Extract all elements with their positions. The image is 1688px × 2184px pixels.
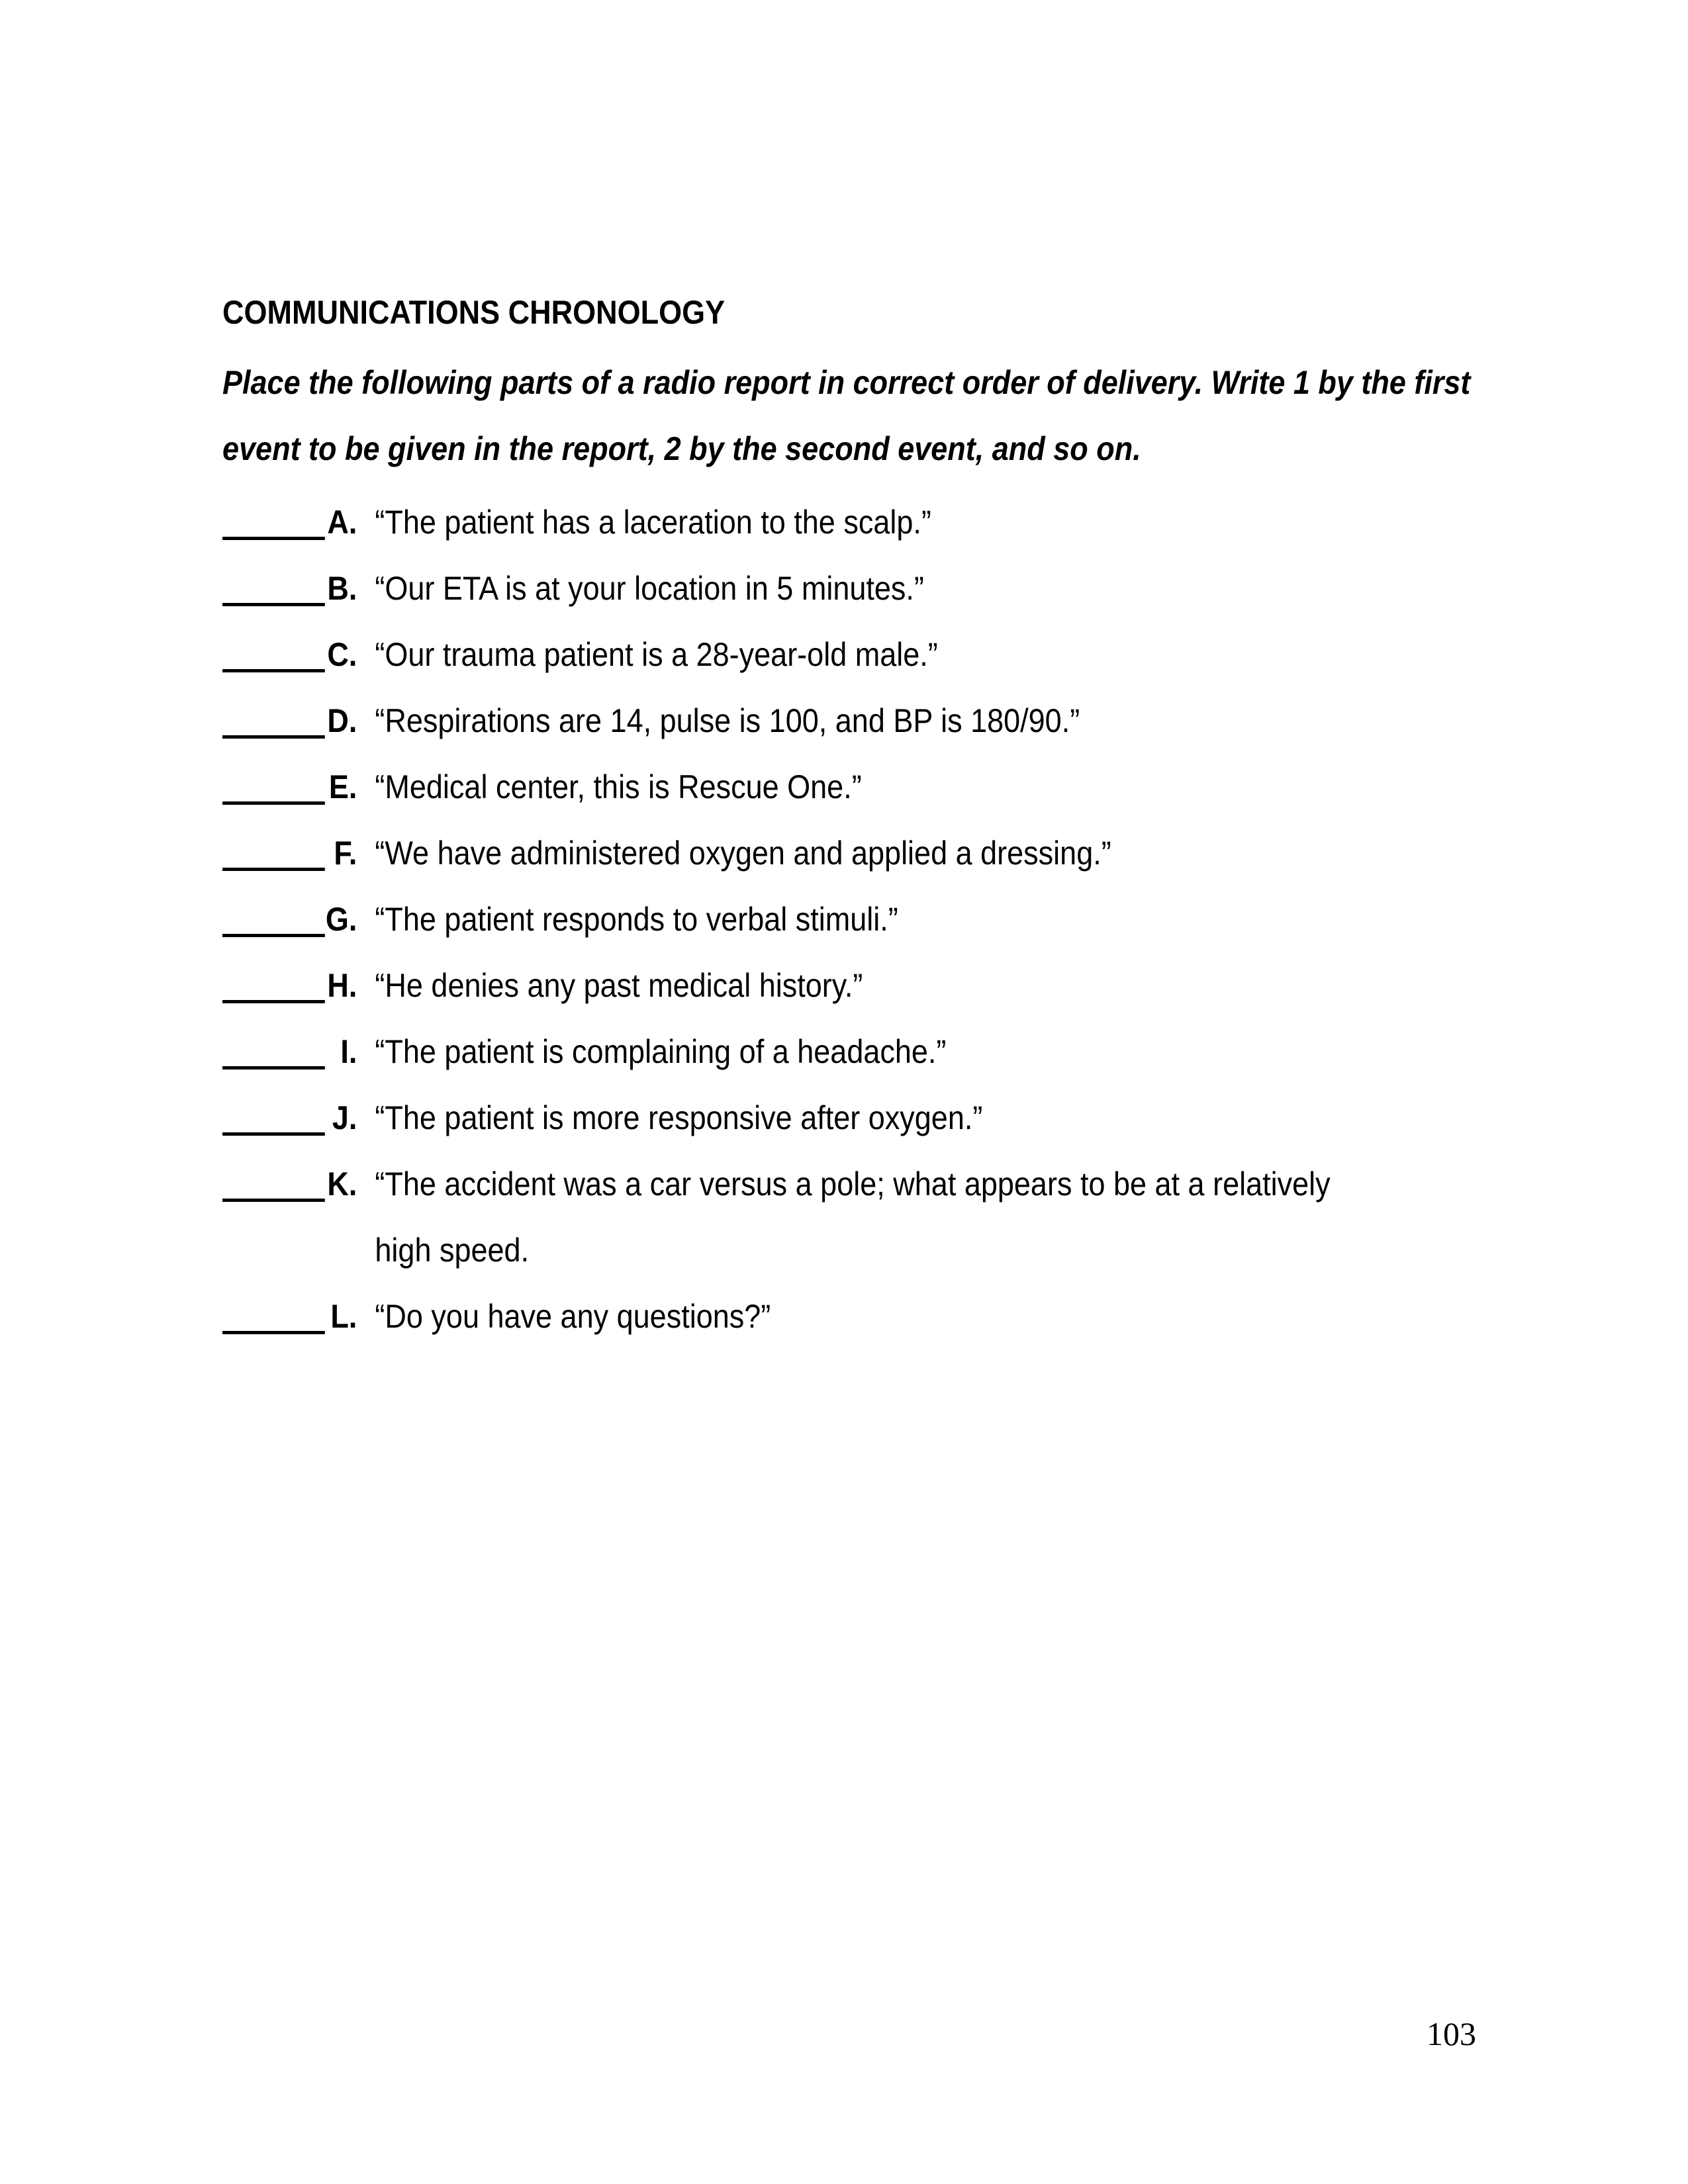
list-item [222,952,1593,1019]
answer-blank [222,735,325,739]
list-item [222,688,1593,754]
answer-blank [222,868,325,871]
list-item [222,1151,1593,1283]
list-item [222,555,1593,621]
item-text: “The patient is more responsive after oxygen.” [375,1099,983,1136]
item-letter: I. [340,1033,357,1070]
answer-blank [222,1066,325,1069]
item-letter: D. [327,702,357,739]
page-number: 103 [1427,2015,1476,2052]
instructions [222,349,1593,482]
item-letter: J. [332,1099,357,1136]
item-text: “The patient responds to verbal stimuli.” [375,901,898,938]
instructions-line-1: Place the following parts of a radio report in correct order of delivery. Write 1 by the first [222,364,1471,401]
item-letter: B. [327,570,357,607]
item-text-line2: high speed. [375,1232,530,1269]
answer-blank [222,537,325,540]
answer-blank [222,669,325,672]
item-text: “We have administered oxygen and applied a dressing.” [375,835,1111,872]
item-text: “Medical center, this is Rescue One.” [375,768,862,805]
item-text: “Our ETA is at your location in 5 minutes.” [375,570,924,607]
item-text: “Do you have any questions?” [375,1298,771,1335]
answer-blank [222,603,325,606]
instructions-line-2: event to be given in the report, 2 by the second event, and so on. [222,430,1141,467]
list-item [222,820,1593,886]
item-letter: H. [327,967,357,1004]
item-text: “The patient has a laceration to the scalp.” [375,504,931,541]
answer-blank [222,1132,325,1136]
list-item [222,886,1593,952]
item-letter: K. [327,1165,357,1203]
item-letter: G. [325,901,357,938]
answer-blank [222,934,325,937]
list-item [222,1085,1593,1151]
answer-blank [222,1331,325,1334]
items-list [222,489,1593,1349]
item-letter: C. [327,636,357,673]
list-item [222,754,1593,820]
answer-blank [222,801,325,805]
worksheet-content [222,279,1593,1349]
page-title: COMMUNICATIONS CHRONOLOGY [222,294,726,331]
list-item [222,621,1593,688]
item-text: “He denies any past medical history.” [375,967,863,1004]
list-item [222,1019,1593,1085]
item-letter: E. [328,768,357,805]
item-text: “Respirations are 14, pulse is 100, and BP is 180/90.” [375,702,1080,739]
item-text: “The patient is complaining of a headache.” [375,1033,947,1070]
answer-blank [222,1199,325,1202]
item-letter: L. [330,1298,357,1335]
answer-blank [222,1000,325,1003]
list-item [222,1283,1593,1349]
list-item [222,489,1593,555]
item-text: “Our trauma patient is a 28-year-old male.” [375,636,938,673]
item-letter: F. [334,835,357,872]
item-letter: A. [327,504,357,541]
item-text: “The accident was a car versus a pole; what appears to be at a relatively [375,1165,1331,1203]
